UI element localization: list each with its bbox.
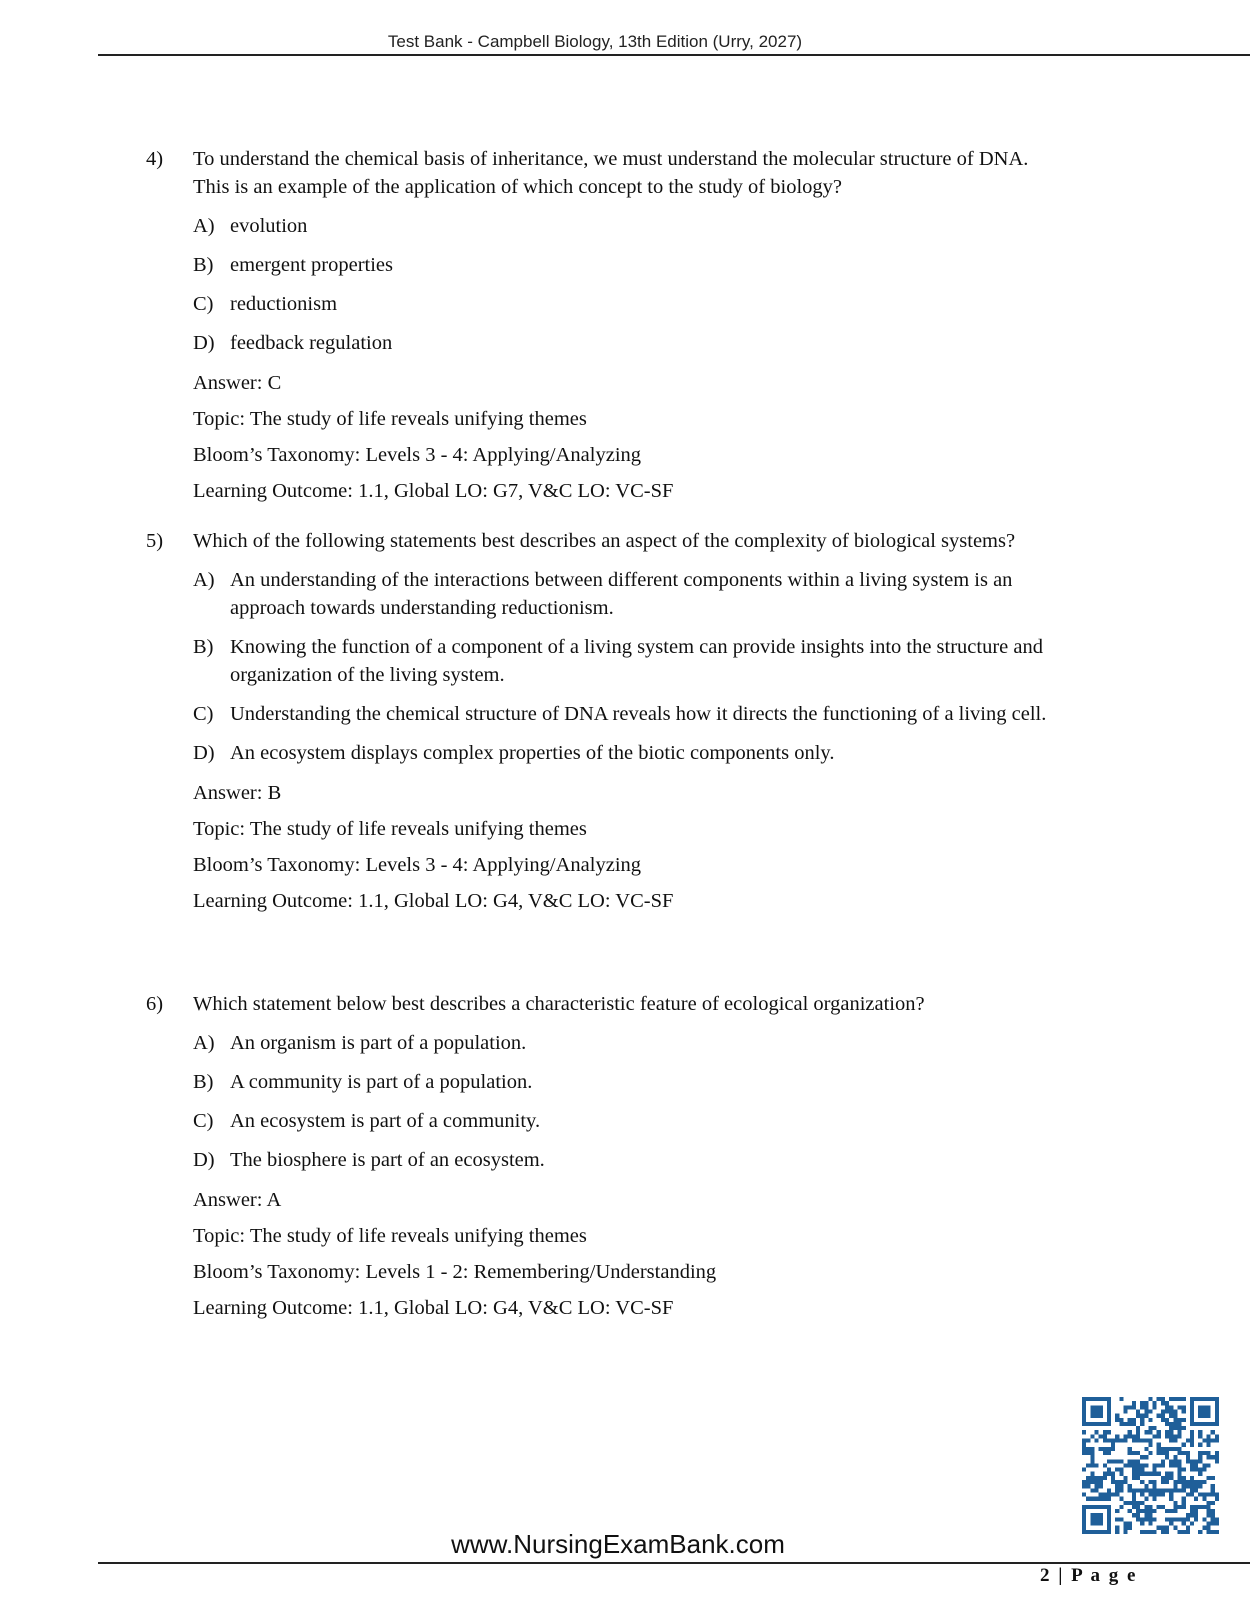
qr-code-icon	[1082, 1397, 1219, 1534]
topic: Topic: The study of life reveals unifying themes	[193, 408, 587, 430]
topic: Topic: The study of life reveals unifying themes	[193, 1225, 587, 1247]
option-letter: C)	[193, 703, 214, 725]
question-text: Which of the following statements best describes an aspect of the complexity of biological systems?	[193, 530, 1016, 552]
option-text: evolution	[230, 215, 308, 237]
footer-divider	[98, 1562, 1250, 1564]
footer-url[interactable]: www.NursingExamBank.com	[451, 1529, 785, 1559]
option-text: The biosphere is part of an ecosystem.	[230, 1149, 545, 1171]
option-d	[193, 329, 1066, 357]
question-text: Which statement below best describes a characteristic feature of ecological organization?	[193, 993, 925, 1015]
question-number: 4)	[146, 148, 164, 170]
option-c	[193, 700, 1066, 728]
option-b	[193, 251, 1066, 279]
question-6	[146, 990, 1066, 1326]
topic: Topic: The study of life reveals unifying themes	[193, 818, 587, 840]
option-letter: D)	[193, 1149, 215, 1171]
option-a	[193, 212, 1066, 240]
option-a	[193, 566, 1066, 622]
learning-outcome: Learning Outcome: 1.1, Global LO: G4, V&C LO: VC-SF	[193, 1297, 674, 1319]
option-letter: A)	[193, 215, 215, 237]
option-letter: A)	[193, 569, 215, 591]
option-letter: D)	[193, 332, 215, 354]
option-c	[193, 290, 1066, 318]
answer: Answer: B	[193, 782, 282, 804]
option-letter: B)	[193, 1071, 214, 1093]
option-text: An ecosystem is part of a community.	[230, 1110, 541, 1132]
question-meta	[193, 365, 1066, 509]
answer: Answer: A	[193, 1189, 282, 1211]
question-meta	[193, 1182, 1066, 1326]
question-4	[146, 145, 1066, 509]
option-letter: D)	[193, 742, 215, 764]
option-letter: B)	[193, 636, 214, 658]
bloom-taxonomy: Bloom’s Taxonomy: Levels 3 - 4: Applying/Analyzing	[193, 444, 642, 466]
option-text: An organism is part of a population.	[230, 1032, 527, 1054]
option-letter: A)	[193, 1032, 215, 1054]
option-letter: C)	[193, 1110, 214, 1132]
option-text: An ecosystem displays complex properties of the biotic components only.	[230, 742, 835, 764]
option-text: A community is part of a population.	[230, 1071, 533, 1093]
option-text: Knowing the function of a component of a living system can provide insights into the structure and organization of the living system.	[230, 636, 1044, 686]
question-number: 6)	[146, 993, 164, 1015]
option-d	[193, 739, 1066, 767]
option-b	[193, 633, 1066, 689]
options-list	[193, 566, 1066, 767]
page-number: 2 | P a g e	[1040, 1565, 1138, 1586]
question-number: 5)	[146, 530, 164, 552]
question-meta	[193, 775, 1066, 919]
bloom-taxonomy: Bloom’s Taxonomy: Levels 3 - 4: Applying/Analyzing	[193, 854, 642, 876]
option-text: Understanding the chemical structure of DNA reveals how it directs the functioning of a living cell.	[230, 703, 1047, 725]
question-text: To understand the chemical basis of inheritance, we must understand the molecular structure of DNA. This is an example of the application of which concept to the study of biology?	[193, 148, 1029, 198]
option-c	[193, 1107, 1066, 1135]
options-list	[193, 212, 1066, 357]
option-text: emergent properties	[230, 254, 393, 276]
option-a	[193, 1029, 1066, 1057]
option-d	[193, 1146, 1066, 1174]
header-divider	[98, 54, 1250, 56]
option-letter: B)	[193, 254, 214, 276]
header-title: Test Bank - Campbell Biology, 13th Edition (Urry, 2027)	[387, 32, 803, 51]
option-letter: C)	[193, 293, 214, 315]
answer: Answer: C	[193, 372, 282, 394]
question-5	[146, 527, 1066, 919]
option-text: An understanding of the interactions between different components within a living system is an approach towards understanding reductionism.	[230, 569, 1013, 619]
learning-outcome: Learning Outcome: 1.1, Global LO: G4, V&C LO: VC-SF	[193, 890, 674, 912]
option-text: feedback regulation	[230, 332, 393, 354]
option-text: reductionism	[230, 293, 338, 315]
learning-outcome: Learning Outcome: 1.1, Global LO: G7, V&C LO: VC-SF	[193, 480, 674, 502]
option-b	[193, 1068, 1066, 1096]
options-list	[193, 1029, 1066, 1174]
bloom-taxonomy: Bloom’s Taxonomy: Levels 1 - 2: Remembering/Understanding	[193, 1261, 717, 1283]
